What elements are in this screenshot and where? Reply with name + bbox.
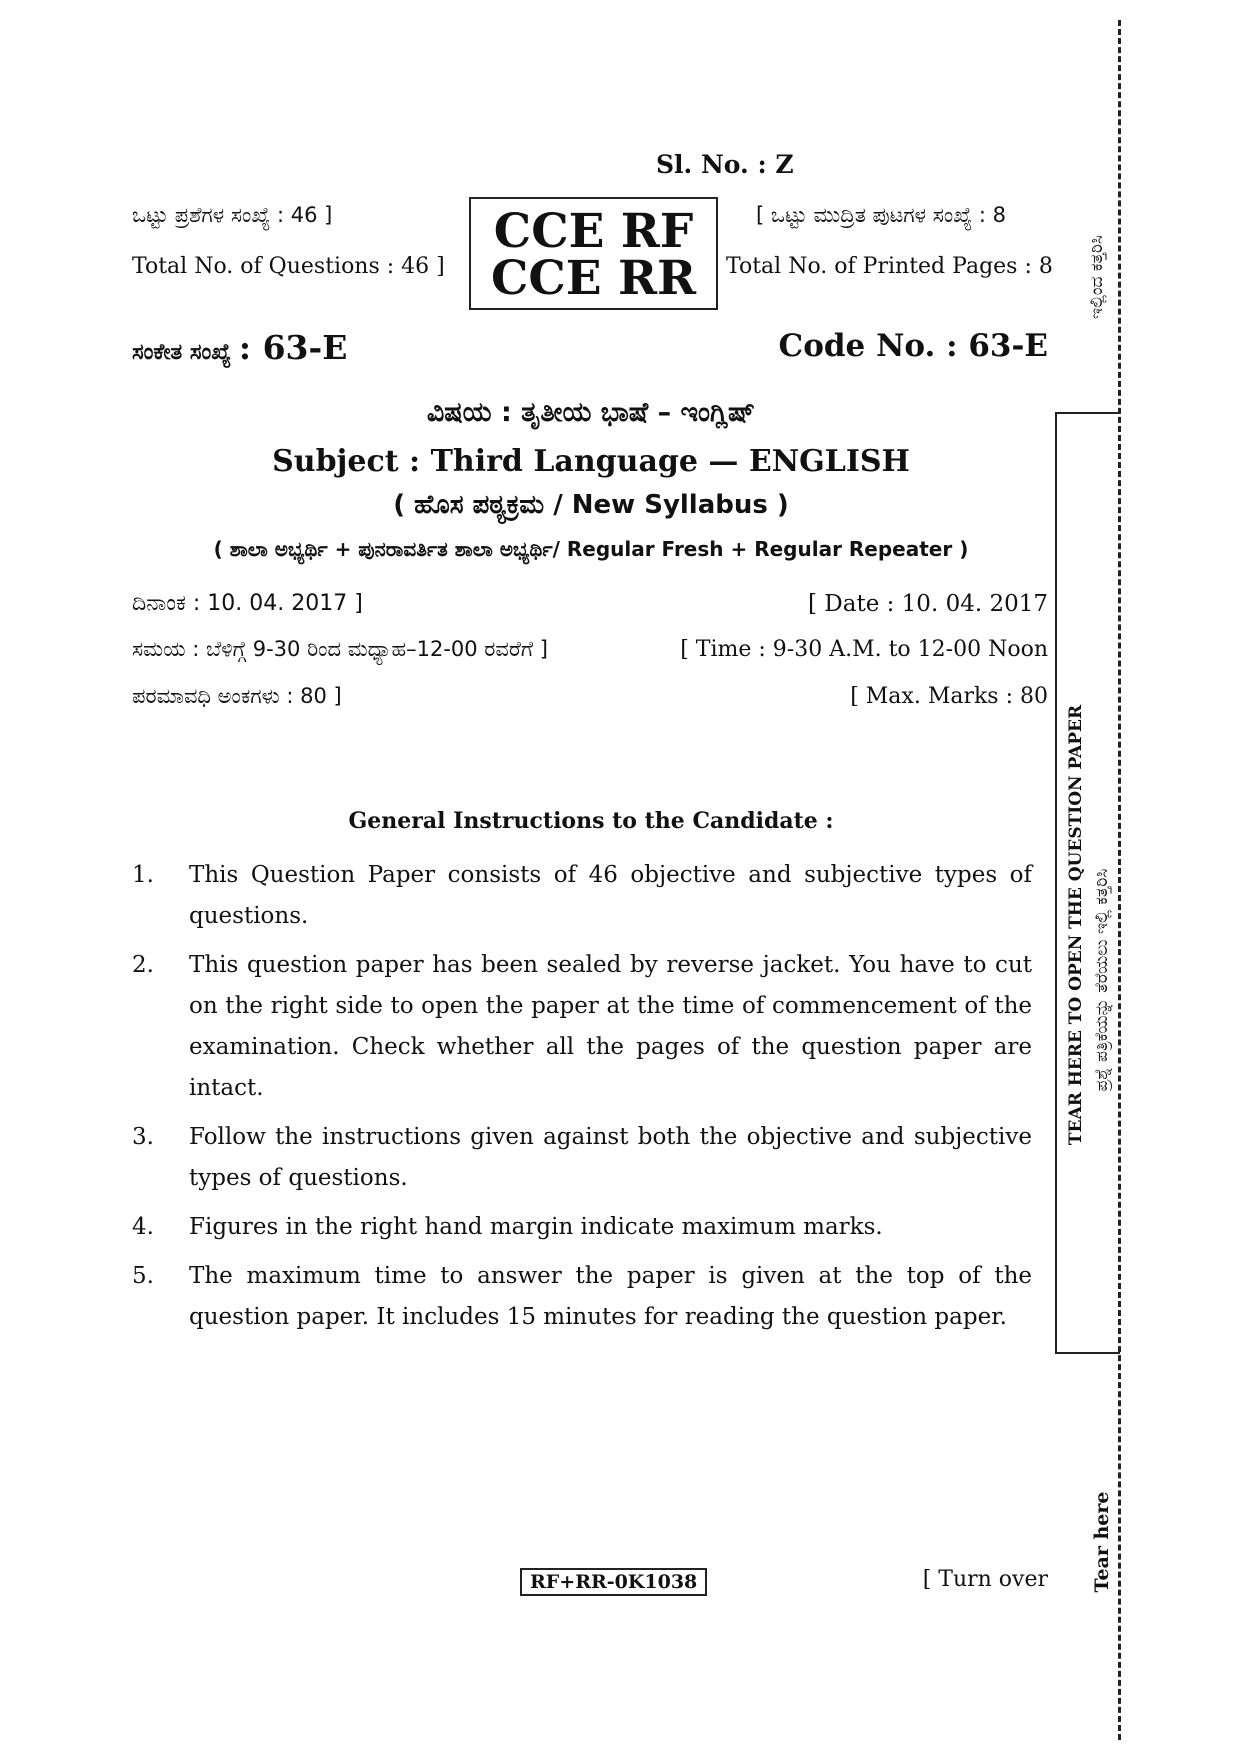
paper-code-box: RF+RR-0K1038 [520,1568,707,1596]
kannada-total-questions: ಒಟ್ಟು ಪ್ರಶೆಗಳ ಸಂಖ್ಯೆ : 46 ] [132,203,333,227]
instruction-item [132,1117,1032,1199]
kannada-time: ಸಮಯ : ಬೆಳಿಗ್ಗೆ 9-30 ರಿಂದ ಮಧ್ಯಾಹ–12-00 ರವರೆಗೆ ] [132,637,548,661]
kannada-code-number [132,328,347,367]
instruction-number: 3. [132,1124,154,1150]
instruction-text: Figures in the right hand margin indicate maximum marks. [189,1214,883,1240]
english-total-pages: Total No. of Printed Pages : 8 [726,254,1053,279]
kannada-date: ದಿನಾಂಕ : 10. 04. 2017 ] [132,591,363,616]
syllabus-label: ( ಹೊಸ ಪಠ್ಯಕ್ರಮ / New Syllabus ) [393,490,789,520]
instruction-item [132,1256,1032,1338]
instruction-item [132,855,1032,937]
instructions-title: General Instructions to the Candidate : [348,808,834,834]
instructions-list [132,855,1032,1346]
english-subject: Subject : Third Language — ENGLISH [272,444,910,479]
instruction-number: 1. [132,862,154,888]
serial-number: Sl. No. : Z [656,150,794,179]
cce-line-2: CCE RR [490,251,697,306]
kannada-cut-here-label: ಇಲ್ಲಿಂದ ಕತ್ತರಿಸಿ [1087,235,1107,319]
instruction-item [132,945,1032,1109]
tear-to-open-label: TEAR HERE TO OPEN THE QUESTION PAPER [1066,704,1086,1146]
english-total-questions: Total No. of Questions : 46 ] [132,254,445,279]
cce-code-box [469,197,718,310]
english-date: [ Date : 10. 04. 2017 [808,591,1048,617]
tear-here-label: Tear here [1091,1491,1113,1593]
cce-line-1: CCE RF [493,204,694,259]
instruction-text: This Question Paper consists of 46 objective and subjective types of questions. [189,862,1032,929]
english-time: [ Time : 9-30 A.M. to 12-00 Noon [680,637,1048,662]
instruction-text: The maximum time to answer the paper is given at the top of the question paper. It includes 15 minutes for reading the question paper. [189,1263,1032,1330]
kannada-code-label: ಸಂಕೇತ ಸಂಖ್ಯೆ [132,340,232,365]
kannada-code-value: : 63-E [238,328,348,367]
english-max-marks: [ Max. Marks : 80 [850,684,1048,709]
instruction-text: Follow the instructions given against both the objective and subjective types of questions. [189,1124,1032,1191]
kannada-total-pages: [ ಒಟ್ಟು ಮುದ್ರಿತ ಪುಟಗಳ ಸಂಖ್ಯೆ : 8 [756,203,1007,227]
kannada-subject: ವಿಷಯ : ತೃತೀಯ ಭಾಷೆ – ಇಂಗ್ಲಿಷ್ [426,397,756,428]
instruction-text: This question paper has been sealed by reverse jacket. You have to cut on the right side to open the paper at the time of commencement of the examination. Check whether all the pages of the question paper are intact. [189,952,1032,1101]
turn-over-label: [ Turn over [922,1567,1048,1592]
instruction-number: 4. [132,1214,154,1240]
kannada-tear-to-open-label: ಪ್ರಶ್ನೆ ಪತ್ರಿಕೆಯನ್ನು ತೆರೆಯಲು ಇಲ್ಲಿ ಕತ್ತರಿಸಿ [1092,868,1112,1092]
english-code-number: Code No. : 63-E [778,328,1048,364]
kannada-max-marks: ಪರಮಾವಧಿ ಅಂಕಗಳು : 80 ] [132,684,342,708]
instruction-number: 5. [132,1263,154,1289]
instruction-item [132,1207,1032,1248]
candidate-type: ( ಶಾಲಾ ಅಭ್ಯರ್ಥಿ + ಪುನರಾವರ್ತಿತ ಶಾಲಾ ಅಭ್ಯರ್ಥಿ/ Regular Fresh + Regular Repeater ) [213,537,969,561]
instruction-number: 2. [132,952,154,978]
